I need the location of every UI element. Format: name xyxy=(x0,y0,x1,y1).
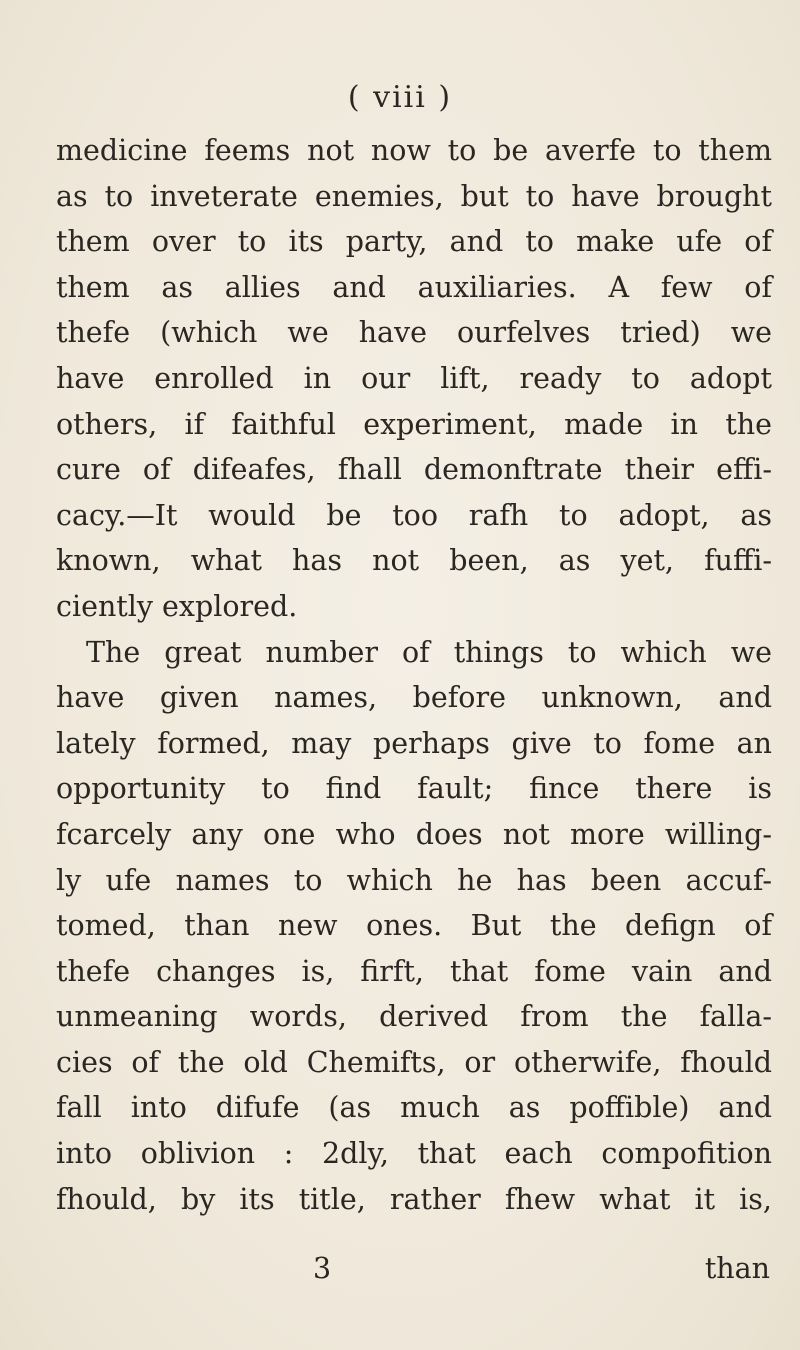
text-line: them over to its party, and to make ufe of xyxy=(56,225,772,259)
text-line: as to inveterate enemies, but to have brought xyxy=(56,179,772,213)
catchword: than xyxy=(704,1252,770,1285)
text-line: fhould, by its title, rather fhew what it is, xyxy=(56,1182,772,1216)
text-line: into oblivion : 2dly, that each compofition xyxy=(56,1137,772,1171)
text-line: medicine feems not now to be averfe to them xyxy=(56,134,772,167)
text-line: cacy.—It would be too rafh to adopt, as xyxy=(56,498,772,532)
text-line: ly ufe names to which he has been accuf- xyxy=(56,863,772,897)
text-line: fcarcely any one who does not more willing- xyxy=(56,817,772,851)
page-body xyxy=(56,128,772,1222)
text-line: unmeaning words, derived from the falla- xyxy=(56,1000,772,1034)
page-header: ( viii ) xyxy=(347,80,453,115)
text-line: thefe (which we have ourfelves tried) we xyxy=(56,316,772,350)
text-line: The great number of things to which we xyxy=(86,635,772,669)
text-line: have enrolled in our lift, ready to adopt xyxy=(56,361,772,395)
text-line: opportunity to find fault; fince there is xyxy=(56,772,772,806)
text-line: lately formed, may perhaps give to fome an xyxy=(56,726,772,760)
text-line: cure of difeafes, fhall demonftrate their effi- xyxy=(56,453,772,487)
signature-mark: 3 xyxy=(313,1252,332,1285)
text-line: cies of the old Chemifts, or otherwife, fhould xyxy=(56,1045,772,1079)
text-line: fall into difufe (as much as poffible) and xyxy=(56,1091,772,1125)
text-line: them as allies and auxiliaries. A few of xyxy=(56,270,772,304)
page-footer xyxy=(56,1252,772,1298)
text-line: have given names, before unknown, and xyxy=(56,681,772,715)
text-line: ciently explored. xyxy=(56,589,298,623)
text-line: tomed, than new ones. But the defign of xyxy=(56,909,772,943)
text-line: others, if faithful experiment, made in the xyxy=(56,407,772,441)
text-line: thefe changes is, firft, that fome vain and xyxy=(56,954,772,988)
text-line: known, what has not been, as yet, fuffi- xyxy=(56,544,772,578)
